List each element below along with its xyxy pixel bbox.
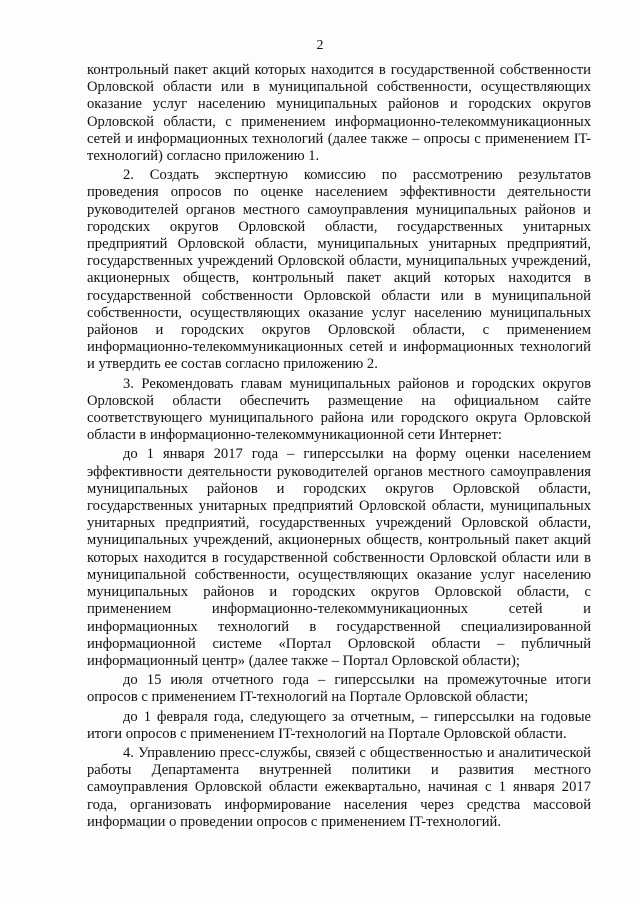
paragraph-subitem-jan: до 1 января 2017 года – гиперссылки на форму оценки населением эффективности деятельности руководителей органов местного самоуправления муниципальных районов и городских округов Орловской области, государственных унитарных предприятий Орловской области, муниципальных унитарных предприятий, государственных учреждений Орловской области, муниципальных учреждений, акционерных обществ, контрольный пакет акций которых находится в государственной собственности Орловской области или в муниципальной собственности, осуществляющих оказание услуг населению муниципальных районов и городских округов Орловской области, с применением информационно-телекоммуникационных сетей и информационных технологий в государственной специализированной информационной системе «Портал Орловской области – публичный информационный центр» (далее также – Портал Орловской области); xyxy=(87,446,591,669)
document-body xyxy=(87,62,591,831)
paragraph-subitem-jul: до 15 июля отчетного года – гиперссылки на промежуточные итоги опросов с применением IT-технологий на Портале Орловской области; xyxy=(87,672,591,706)
paragraph-item-4: 4. Управлению пресс-службы, связей с общественностью и аналитической работы Департамента внутренней политики и развития местного самоуправления Орловской области ежеквартально, начиная с 1 января 2017 года, организовать информирование населения через средства массовой информации о проведении опросов с применением IT-технологий. xyxy=(87,744,591,830)
paragraph-item-3: 3. Рекомендовать главам муниципальных районов и городских округов Орловской области обеспечить размещение на официальном сайте соответствующего муниципального района или городского округа Орловской области в информационно-телекоммуникационной сети Интернет: xyxy=(87,375,591,444)
paragraph-item-2: 2. Создать экспертную комиссию по рассмотрению результатов проведения опросов по оценке населением эффективности деятельности руководителей органов местного самоуправления муниципальных районов и городских округов Орловской области, государственных унитарных предприятий Орловской области, муниципальных унитарных предприятий, государственных учреждений Орловской области, муниципальных учреждений, акционерных обществ, контрольный пакет акций которых находится в государственной собственности Орловской области или в муниципальной собственности, осуществляющих оказание услуг населению муниципальных районов и городских округов Орловской области, с применением информационно-телекоммуникационных сетей и информационных технологий и утвердить ее состав согласно приложению 2. xyxy=(87,167,591,373)
page-number: 2 xyxy=(316,38,324,53)
paragraph-subitem-feb: до 1 февраля года, следующего за отчетным, – гиперссылки на годовые итоги опросов с применением IT-технологий на Портале Орловской области. xyxy=(87,708,591,742)
paragraph-continuation: контрольный пакет акций которых находится в государственной собственности Орловской области или в муниципальной собственности, осуществляющих оказание услуг населению муниципальных районов и городских округов Орловской области, с применением информационно-телекоммуникационных сетей и информационных технологий (далее также – опросы с применением IT-технологий) согласно приложению 1. xyxy=(87,62,591,165)
